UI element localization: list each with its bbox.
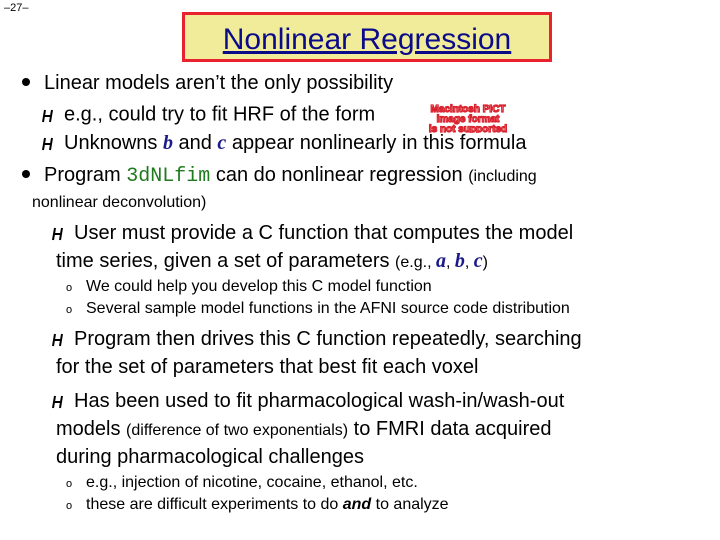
text-small: (including — [468, 168, 537, 185]
title-box — [182, 12, 552, 62]
sub-bullet-hrf — [42, 100, 553, 133]
sub-bullet-pharmacological — [52, 390, 564, 413]
text-small: , — [445, 254, 455, 271]
bullet-dot-icon — [22, 170, 30, 178]
program-name-code: 3dNLfim — [126, 165, 211, 188]
text-segment: and — [172, 132, 218, 154]
text-segment: these are difficult experiments to do — [86, 496, 343, 513]
variable-c: c — [217, 132, 227, 154]
text-segment: appear nonlinearly in this formula — [226, 132, 527, 154]
text-segment: Has been used to fit pharmacological wash-in/wash-out — [74, 390, 565, 412]
h-bullet-icon — [52, 331, 66, 348]
h-bullet-icon — [42, 135, 56, 152]
o-bullet-icon: o — [66, 478, 73, 490]
third-bullet-injection — [66, 474, 418, 492]
pict-line-1: Macintosh PICT — [430, 104, 506, 115]
text-segment: e.g., injection of nicotine, cocaine, ethanol, etc. — [86, 474, 418, 491]
page-title: Nonlinear Regression — [222, 23, 512, 56]
pict-line-2: image format — [436, 114, 500, 125]
text-segment: Program — [44, 164, 127, 186]
bullet-continuation: nonlinear deconvolution) — [32, 194, 207, 211]
text-segment: Unknowns — [64, 132, 163, 154]
text-segment: models — [56, 418, 127, 440]
sub-bullet-unknowns — [42, 132, 526, 155]
text-segment: Several sample model functions in the AFNI source code distribution — [86, 300, 570, 317]
sub-bullet-continuation — [56, 418, 552, 441]
third-bullet-difficult — [66, 496, 449, 514]
unsupported-image-placeholder — [383, 103, 553, 133]
sub-bullet-user-c-function — [52, 222, 573, 245]
bullet-program-3dnlfim — [22, 164, 537, 188]
text-small: ) — [482, 254, 488, 271]
variable-a: a — [435, 250, 446, 272]
sub-bullet-continuation: during pharmacological challenges — [56, 446, 364, 468]
variable-c: c — [473, 250, 483, 272]
bullet-dot-icon — [22, 78, 30, 86]
sub-bullet-continuation — [56, 250, 488, 273]
bullet-linear-models — [22, 72, 393, 95]
o-bullet-icon: o — [66, 304, 73, 316]
text-small: (difference of two exponentials) — [126, 422, 349, 439]
text-segment: time series, given a set of parameters — [56, 250, 396, 272]
text-segment: can do nonlinear regression — [210, 164, 469, 186]
variable-b: b — [454, 250, 465, 272]
o-bullet-icon: o — [66, 500, 73, 512]
h-bullet-icon — [52, 393, 66, 410]
text-segment: to FMRI data acquired — [348, 418, 552, 440]
text-segment: to analyze — [371, 496, 449, 513]
text-segment: We could help you develop this C model function — [86, 278, 432, 295]
page-number: –27– — [4, 2, 29, 14]
o-bullet-icon: o — [66, 282, 73, 294]
emphasis-and: and — [342, 496, 372, 513]
sub-bullet-text: e.g., could try to fit HRF of the form — [64, 103, 376, 126]
h-bullet-icon — [42, 106, 56, 123]
bullet-text: Linear models aren’t the only possibility — [44, 72, 394, 94]
sub-bullet-continuation: for the set of parameters that best fit each voxel — [56, 356, 479, 378]
third-bullet-sample-functions — [66, 300, 570, 318]
text-small: , — [464, 254, 474, 271]
text-segment: User must provide a C function that computes the model — [74, 222, 574, 244]
sub-bullet-drives-function — [52, 328, 582, 351]
variable-b: b — [162, 132, 173, 154]
h-bullet-icon — [52, 225, 66, 242]
text-segment: Program then drives this C function repeatedly, searching — [74, 328, 582, 350]
pict-line-3: is not supported — [429, 124, 508, 133]
text-small: (e.g., — [395, 254, 436, 271]
third-bullet-help-develop — [66, 278, 432, 296]
